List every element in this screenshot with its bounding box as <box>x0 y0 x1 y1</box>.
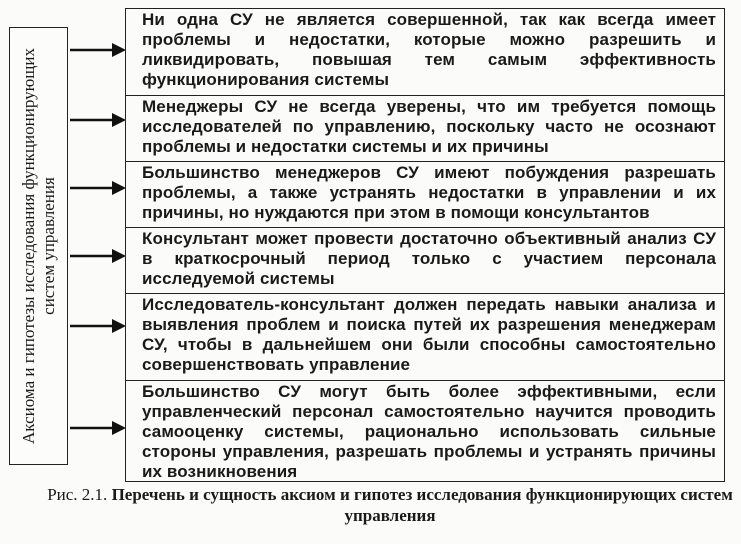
axioms-label-box <box>9 27 68 465</box>
axioms-label-text: Аксиома и гипотезы исследования функционирующих систем управления <box>18 48 58 444</box>
axioms-list <box>125 8 725 482</box>
arrow-right-icon <box>70 42 126 58</box>
arrow-right-icon <box>70 112 126 128</box>
figure-caption <box>40 484 740 526</box>
arrow-right-icon <box>70 248 126 264</box>
axiom-item: Большинство СУ могут быть более эффективными, если управленческий персонал самостоятельно научится проводить самооценку системы, рационально использовать сильные стороны управления, разрешать проблемы и устранять причины их возникновения <box>142 382 716 481</box>
arrow-right-icon <box>70 318 126 334</box>
axiom-item: Исследователь-консультант должен передать навыки анализа и выявления проблем и поиска путей их разрешения менеджерам СУ, чтобы в дальнейшем они были способны самостоятельно совершенствовать управление <box>126 294 724 381</box>
arrow-right-icon <box>70 180 126 196</box>
arrow-right-icon <box>70 420 126 436</box>
axiom-item: Ни одна СУ не является совершенной, так как всегда имеет проблемы и недостатки, которые можно разрешить и ликвидировать, повышая тем самым эффективность функционирования системы <box>126 9 724 96</box>
axiom-item: Консультант может провести достаточно объективный анализ СУ в краткосрочный период только с участием персонала исследуемой системы <box>126 228 724 294</box>
axiom-item: Менеджеры СУ не всегда уверены, что им требуется помощь исследователей по управлению, поскольку часто не осознают проблемы и недостатки системы и их причины <box>126 96 724 162</box>
caption-number: Рис. 2.1. <box>47 485 108 504</box>
caption-title: Перечень и сущность аксиом и гипотез исследования функционирующих систем управления <box>111 485 733 525</box>
axiom-item: Большинство менеджеров СУ имеют побуждения разрешать проблемы, а также устранять недостатки в управлении и их причины, но нуждаются при этом в помощи консультантов <box>126 162 724 228</box>
